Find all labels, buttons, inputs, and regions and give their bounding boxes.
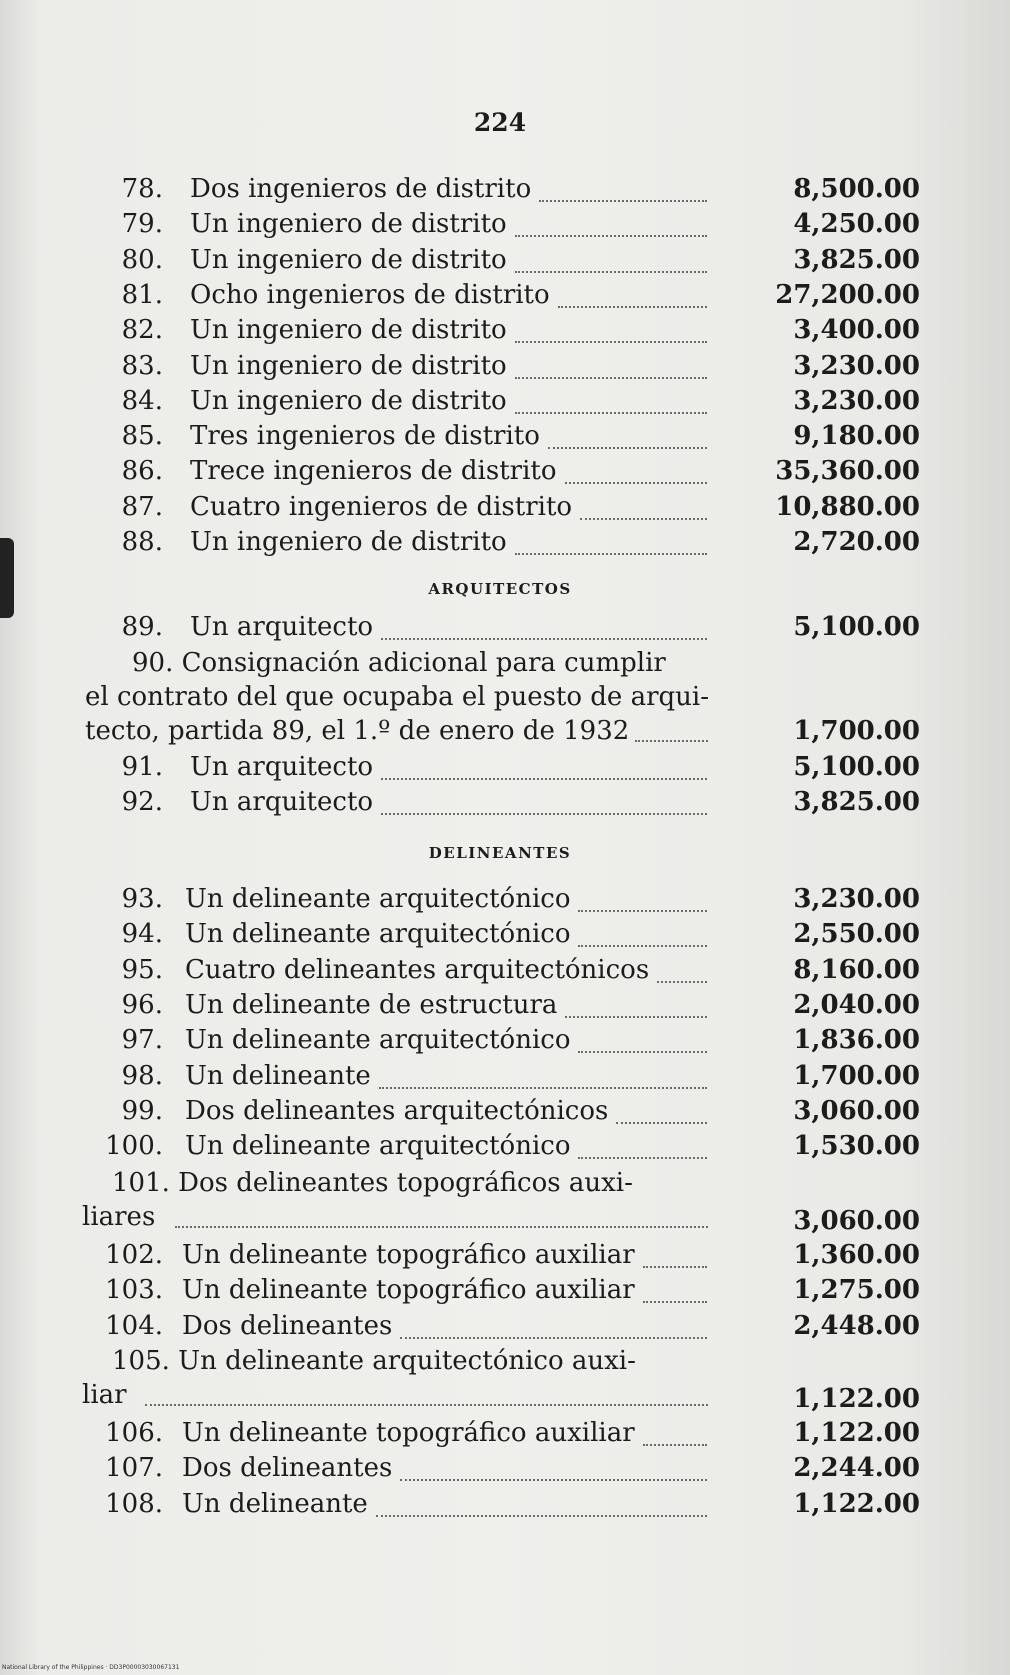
item-description: Un ingeniero de distrito <box>190 209 507 240</box>
item-description: Trece ingenieros de distrito <box>190 456 557 487</box>
item-description: Un delineante <box>185 1060 371 1091</box>
item-number: 100. <box>105 1131 163 1162</box>
item-description: Un arquitecto <box>190 612 374 642</box>
item-number: 89. <box>121 612 163 642</box>
item-amount: 2,448.00 <box>793 1310 920 1341</box>
item-description: Un arquitecto <box>190 752 374 782</box>
line-item-row <box>0 1275 1010 1311</box>
line-item-row <box>0 919 1010 955</box>
item-description: Dos delineantes arquitectónicos <box>185 1095 609 1126</box>
item-description: Un ingeniero de distrito <box>190 350 507 381</box>
line-item-row <box>0 1061 1010 1097</box>
item-description: Un delineante de estructura <box>185 989 558 1020</box>
item-amount: 3,230.00 <box>793 385 920 416</box>
item-number: 104. <box>105 1310 163 1341</box>
item-number: 98. <box>121 1060 163 1091</box>
leader-dots <box>515 377 707 379</box>
item-amount: 5,100.00 <box>793 612 920 642</box>
line-item-row <box>0 1025 1010 1061</box>
item-description: Un delineante arquitectónico <box>185 919 571 950</box>
item-number: 108. <box>105 1488 163 1519</box>
item-number: 107. <box>105 1453 163 1484</box>
item-amount: 1,122.00 <box>793 1418 920 1448</box>
line-item-row <box>0 1418 1010 1454</box>
leader-dots <box>548 447 707 449</box>
leader-dots <box>515 235 707 237</box>
line-item-row <box>0 209 1010 245</box>
line-item-row <box>0 245 1010 281</box>
line-item-row <box>0 990 1010 1026</box>
item-90-line-1: 90. Consignación adicional para cumplir <box>132 648 666 678</box>
item-amount: 3,060.00 <box>793 1095 920 1126</box>
leader-dots <box>515 412 707 414</box>
item-amount: 3,230.00 <box>793 884 920 914</box>
item-number: 84. <box>121 385 163 416</box>
leader-dots <box>376 1515 707 1517</box>
leader-dots <box>616 1122 707 1124</box>
item-description: Dos ingenieros de distrito <box>190 174 532 204</box>
leader-dots <box>565 482 708 484</box>
item-number: 78. <box>121 174 163 204</box>
item-amount: 2,720.00 <box>793 527 920 557</box>
item-number: 83. <box>121 350 163 381</box>
line-item-row <box>0 787 1010 823</box>
line-item-row <box>0 421 1010 457</box>
leader-dots <box>515 341 707 343</box>
item-105-line-1: 105. Un delineante arquitectónico auxi- <box>112 1346 636 1376</box>
line-item-row <box>0 280 1010 316</box>
item-description: Un delineante topográfico auxiliar <box>182 1240 635 1270</box>
item-description: Un delineante topográfico auxiliar <box>182 1275 635 1306</box>
leader-dots <box>539 200 707 202</box>
item-number: 94. <box>121 919 163 950</box>
footer-note: National Library of the Philippines · DD3P00003030067131 <box>2 1664 180 1671</box>
item-amount: 2,244.00 <box>793 1453 920 1484</box>
item-number: 99. <box>121 1095 163 1126</box>
item-description: Cuatro ingenieros de distrito <box>190 491 573 522</box>
line-item-row <box>0 955 1010 991</box>
item-90-line-2: el contrato del que ocupaba el puesto de arqui- <box>85 682 709 712</box>
line-item-row <box>0 612 1010 648</box>
item-amount: 1,836.00 <box>793 1025 920 1056</box>
item-amount: 10,880.00 <box>775 491 920 522</box>
item-amount: 1,360.00 <box>793 1240 920 1270</box>
item-amount: 5,100.00 <box>793 752 920 782</box>
item-amount: 8,160.00 <box>793 954 920 985</box>
item-number: 88. <box>121 527 163 557</box>
item-number: 106. <box>105 1418 163 1448</box>
item-amount: 35,360.00 <box>775 456 920 487</box>
item-amount: 9,180.00 <box>793 421 920 452</box>
item-90-leader-dots <box>635 740 708 742</box>
item-number: 92. <box>121 787 163 817</box>
item-number: 87. <box>121 491 163 522</box>
item-101-amount: 3,060.00 <box>793 1206 920 1236</box>
item-description: Un arquitecto <box>190 787 374 817</box>
item-90-line-3: tecto, partida 89, el 1.º de enero de 1932 <box>85 716 630 746</box>
item-description: Un delineante topográfico auxiliar <box>182 1418 635 1448</box>
item-number: 86. <box>121 456 163 487</box>
leader-dots <box>381 813 707 815</box>
leader-dots <box>580 518 707 520</box>
line-item-row <box>0 527 1010 563</box>
line-item-row <box>0 1311 1010 1347</box>
item-101-line-1 <box>112 1168 708 1198</box>
leader-dots <box>578 1157 707 1159</box>
line-item-row <box>0 1131 1010 1167</box>
line-item-row <box>0 752 1010 788</box>
item-amount: 1,275.00 <box>793 1275 920 1306</box>
leader-dots <box>400 1337 707 1339</box>
item-amount: 2,550.00 <box>793 919 920 950</box>
leader-dots <box>578 910 707 912</box>
item-number: 93. <box>121 884 163 914</box>
item-description: Un delineante arquitectónico <box>185 1131 571 1162</box>
leader-dots <box>578 1051 707 1053</box>
item-number: 82. <box>121 315 163 346</box>
item-amount: 1,122.00 <box>793 1488 920 1519</box>
line-item-row <box>0 351 1010 387</box>
leader-dots <box>515 553 707 555</box>
line-item-row <box>0 386 1010 422</box>
leader-dots <box>381 778 707 780</box>
line-item-row <box>0 884 1010 920</box>
line-item-row <box>0 1453 1010 1489</box>
leader-dots <box>381 638 707 640</box>
item-number: 103. <box>105 1275 163 1306</box>
item-description: Un ingeniero de distrito <box>190 385 507 416</box>
item-amount: 3,825.00 <box>793 787 920 817</box>
leader-dots <box>643 1444 707 1446</box>
item-description: Un ingeniero de distrito <box>190 244 507 275</box>
leader-dots <box>657 981 707 983</box>
item-description: Tres ingenieros de distrito <box>190 421 540 452</box>
item-amount: 27,200.00 <box>775 279 920 310</box>
leader-dots <box>643 1301 707 1303</box>
item-description: Un ingeniero de distrito <box>190 315 507 346</box>
item-number: 85. <box>121 421 163 452</box>
item-description: Cuatro delineantes arquitectónicos <box>185 954 650 985</box>
section-heading-architects: ARQUITECTOS <box>428 580 572 598</box>
item-amount: 3,230.00 <box>793 350 920 381</box>
line-item-row <box>0 456 1010 492</box>
line-item-row <box>0 1240 1010 1276</box>
page-number: 224 <box>473 108 527 137</box>
item-amount: 1,700.00 <box>793 1060 920 1091</box>
item-description: Un delineante arquitectónico <box>185 1025 571 1056</box>
item-number: 95. <box>121 954 163 985</box>
item-amount: 8,500.00 <box>793 174 920 204</box>
item-amount: 3,825.00 <box>793 244 920 275</box>
line-item-row <box>0 1096 1010 1132</box>
item-number: 97. <box>121 1025 163 1056</box>
item-90-amount: 1,700.00 <box>793 716 920 746</box>
item-amount: 3,400.00 <box>793 315 920 346</box>
item-amount: 1,530.00 <box>793 1131 920 1162</box>
item-description: Dos delineantes <box>182 1453 393 1484</box>
leader-dots <box>558 306 707 308</box>
item-105-amount: 1,122.00 <box>793 1384 920 1414</box>
item-101-line-2: liares <box>82 1202 156 1232</box>
leader-dots <box>379 1087 707 1089</box>
item-description: Un ingeniero de distrito <box>190 527 507 557</box>
item-amount: 4,250.00 <box>793 209 920 240</box>
item-description: Ocho ingenieros de distrito <box>190 279 550 310</box>
item-number: 79. <box>121 209 163 240</box>
item-number: 91. <box>121 752 163 782</box>
line-item-row <box>0 1489 1010 1525</box>
line-item-row <box>0 492 1010 528</box>
line-item-row <box>0 315 1010 351</box>
line-item-row <box>0 174 1010 210</box>
leader-dots <box>515 271 707 273</box>
item-amount: 2,040.00 <box>793 989 920 1020</box>
item-101-leader-dots <box>175 1226 708 1228</box>
leader-dots <box>578 945 707 947</box>
item-number: 81. <box>121 279 163 310</box>
item-105-line-2: liar <box>82 1380 127 1410</box>
item-description: Un delineante <box>182 1488 368 1519</box>
item-105-leader-dots <box>145 1404 708 1406</box>
item-number: 80. <box>121 244 163 275</box>
leader-dots <box>565 1016 707 1018</box>
item-101-line-1-text: 101. Dos delineantes topográficos auxi- <box>112 1168 633 1198</box>
leader-dots <box>400 1479 707 1481</box>
leader-dots <box>643 1266 707 1268</box>
item-description: Dos delineantes <box>182 1310 393 1341</box>
section-heading-draftsmen: DELINEANTES <box>428 844 572 862</box>
item-number: 102. <box>105 1240 163 1270</box>
item-number: 96. <box>121 989 163 1020</box>
item-description: Un delineante arquitectónico <box>185 884 571 914</box>
